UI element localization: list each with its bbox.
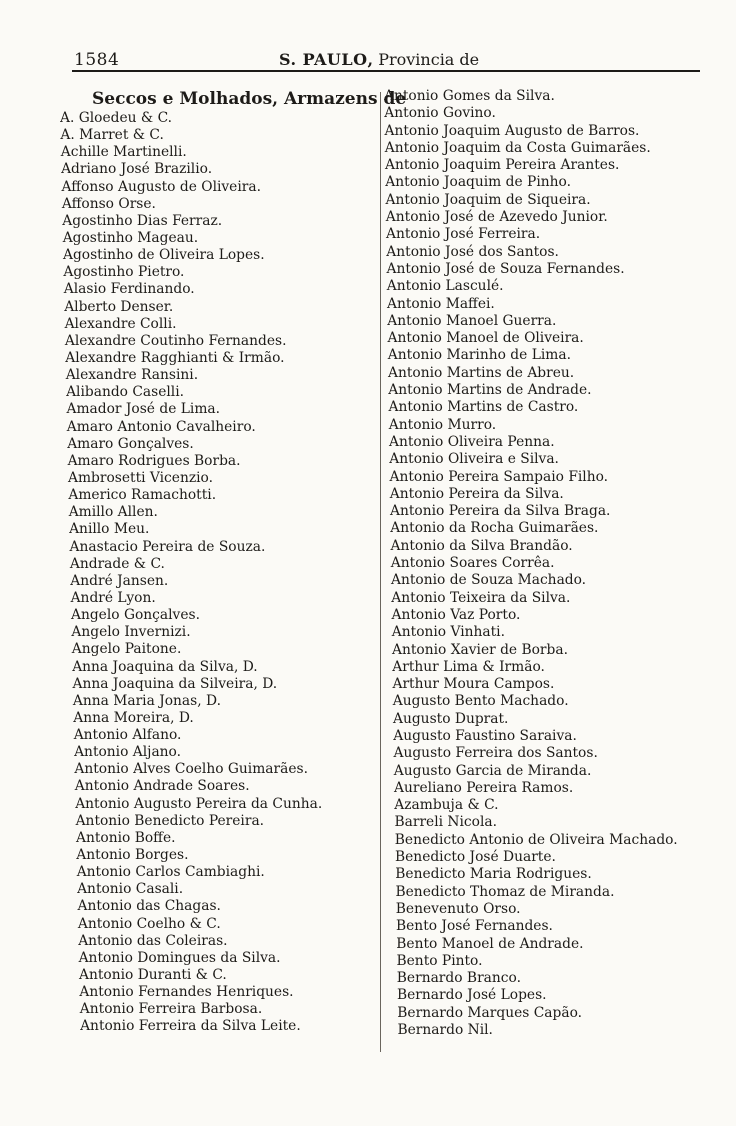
directory-entry: Antonio Martins de Abreu. [388,364,575,381]
directory-entry: Arthur Lima & Irmão. [392,658,545,675]
directory-entry: Augusto Garcia de Miranda. [393,762,592,779]
left-entry-list [60,110,382,1036]
directory-entry: Antonio Murro. [388,416,497,433]
directory-entry: Alexandre Ragghianti & Irmão. [65,349,285,366]
directory-entry: Alexandre Ransini. [65,367,199,384]
directory-entry: Barreli Nicola. [394,814,497,831]
directory-entry: Antonio Aljano. [74,744,181,761]
directory-entry: Anna Maria Jonas, D. [72,692,221,709]
directory-entry: Antonio Domingues da Silva. [78,949,281,966]
directory-entry: André Jansen. [70,572,169,589]
directory-entry: Antonio Joaquim de Siqueira. [385,191,591,208]
directory-entry: Arthur Moura Campos. [392,676,555,693]
directory-entry: Antonio Maffei. [387,295,495,312]
directory-entry: Antonio Andrade Soares. [74,778,250,795]
directory-entry: Antonio Pereira da Silva. [389,485,564,502]
directory-entry: Augusto Duprat. [393,710,509,727]
directory-entry: Bento Pinto. [396,952,483,969]
directory-entry: Antonio Augusto Pereira da Cunha. [75,795,323,812]
directory-entry: Azambuja & C. [394,797,499,814]
directory-entry: Augusto Faustino Saraiva. [393,727,577,744]
directory-entry: Antonio Ferreira da Silva Leite. [80,1018,301,1035]
directory-entry: Angelo Paitone. [71,641,182,658]
directory-entry: Bernardo Branco. [396,970,521,987]
directory-entry: Antonio Benedicto Pereira. [75,812,265,829]
directory-entry: Antonio Manoel de Oliveira. [387,330,584,347]
directory-entry: Antonio José Ferreira. [386,226,541,243]
directory-entry: Antonio Borges. [76,847,189,864]
directory-entry: Angelo Gonçalves. [71,607,200,624]
directory-entry: Antonio de Souza Machado. [391,572,587,589]
directory-entry: Augusto Ferreira dos Santos. [393,745,598,762]
directory-entry: Antonio Vinhati. [391,624,505,641]
directory-entry: Alibando Caselli. [66,384,185,401]
directory-entry: Amaro Antonio Cavalheiro. [66,418,256,435]
directory-entry: Benedicto Antonio de Oliveira Machado. [394,831,678,848]
directory-entry: Antonio Oliveira e Silva. [389,451,559,468]
directory-entry: Bernardo Marques Capão. [397,1004,583,1021]
directory-entry: Augusto Bento Machado. [392,693,569,710]
directory-entry: Alexandre Colli. [64,315,177,332]
directory-entry: Antonio Soares Corrêa. [390,555,555,572]
directory-entry: Antonio Carlos Cambiaghi. [76,864,265,881]
directory-entry: A. Gloedeu & C. [60,110,173,126]
directory-entry: Aureliano Pereira Ramos. [394,779,574,796]
directory-entry: Amador José de Lima. [66,401,221,418]
directory-entry: Agostinho Mageau. [62,229,199,246]
directory-entry: Antonio das Chagas. [77,898,221,915]
directory-entry: Antonio das Coleiras. [78,932,228,949]
directory-entry: Anastacio Pereira de Souza. [69,538,266,555]
directory-entry: Antonio Boffe. [76,829,176,846]
directory-entry: Antonio Joaquim Augusto de Barros. [384,122,640,139]
directory-entry: Anna Joaquina da Silveira, D. [72,675,278,692]
running-head [279,50,479,69]
directory-entry: Antonio Coelho & C. [77,915,221,932]
directory-entry: Amillo Allen. [68,504,158,521]
directory-entry: Antonio Xavier de Borba. [392,641,568,658]
directory-entry: Antonio Alves Coelho Guimarães. [74,761,308,778]
directory-entry: Amaro Gonçalves. [67,435,194,452]
directory-entry: Benedicto Maria Rodrigues. [395,866,592,883]
directory-entry: Antonio Pereira Sampaio Filho. [389,468,609,485]
directory-entry: Bento José Fernandes. [396,918,553,935]
directory-entry: Antonio Oliveira Penna. [389,433,555,450]
directory-entry: Antonio Gomes da Silva. [384,88,555,104]
directory-entry: Antonio Govino. [384,105,496,122]
directory-entry: Antonio Pereira da Silva Braga. [390,503,611,520]
directory-entry: Anna Moreira, D. [73,709,194,726]
directory-entry: Agostinho de Oliveira Lopes. [63,247,265,264]
directory-entry: Affonso Augusto de Oliveira. [61,178,261,195]
directory-entry: Andrade & C. [69,555,165,572]
directory-entry: Angelo Invernizi. [71,624,191,641]
directory-entry: Antonio Ferreira Barbosa. [79,1001,263,1018]
directory-entry: Amaro Rodrigues Borba. [67,452,241,469]
directory-entry: Antonio Martins de Andrade. [388,382,592,399]
directory-entry: André Lyon. [70,589,156,606]
directory-entry: Agostinho Dias Ferraz. [62,212,223,229]
directory-entry: Benevenuto Orso. [395,900,521,917]
directory-entry: Antonio José dos Santos. [386,243,559,260]
directory-entry: Adriano José Brazilio. [61,161,213,178]
directory-entry: Achille Martinelli. [60,144,187,161]
directory-entry: Alberto Denser. [64,298,174,315]
directory-entry: Antonio Lasculé. [386,278,504,295]
directory-entry: Alasio Ferdinando. [63,281,195,298]
directory-entry: Alexandre Coutinho Fernandes. [64,332,287,349]
directory-entry: Antonio Joaquim de Pinho. [385,174,571,191]
directory-entry: Antonio Vaz Porto. [391,606,521,623]
directory-entry: Antonio Teixeira da Silva. [391,589,571,606]
directory-entry: A. Marret & C. [60,127,164,144]
directory-entry: Bernardo José Lopes. [397,987,547,1004]
header-rule [72,70,700,72]
section-heading: Seccos e Molhados, Armazens de [92,89,407,109]
directory-entry: Anna Joaquina da Silva, D. [72,658,258,675]
directory-entry: Antonio José de Souza Fernandes. [386,260,625,277]
directory-entry: Antonio da Silva Brandão. [390,537,573,554]
directory-entry: Benedicto José Duarte. [395,849,556,866]
directory-entry: Antonio Fernandes Henriques. [79,984,294,1001]
directory-entry: Ambrosetti Vicenzio. [68,469,213,486]
right-entry-list [384,88,719,1039]
directory-entry: Affonso Orse. [61,195,156,212]
directory-entry: Antonio José de Azevedo Junior. [385,209,608,226]
directory-entry: Antonio Marinho de Lima. [387,347,571,364]
running-head-province: Provincia de [378,50,480,69]
directory-entry: Agostinho Pietro. [63,264,185,281]
directory-entry: Antonio Duranti & C. [79,967,227,984]
directory-entry: Benedicto Thomaz de Miranda. [395,883,615,900]
running-head-separator: , [367,50,374,69]
directory-entry: Americo Ramachotti. [68,487,217,504]
directory-entry: Antonio Joaquim da Costa Guimarães. [384,139,651,156]
directory-entry: Anillo Meu. [69,521,150,538]
directory-entry: Antonio Casali. [77,881,184,898]
directory-entry: Antonio da Rocha Guimarães. [390,520,599,537]
directory-entry: Antonio Joaquim Pereira Arantes. [385,157,620,174]
right-column [384,88,719,1039]
page-number: 1584 [74,50,120,70]
directory-entry: Bernardo Nil. [397,1022,493,1039]
directory-entry: Antonio Manoel Guerra. [387,312,557,329]
running-head-city: S. PAULO [279,50,368,69]
directory-entry: Bento Manoel de Andrade. [396,935,584,952]
directory-entry: Antonio Alfano. [73,727,182,744]
directory-entry: Antonio Martins de Castro. [388,399,579,416]
left-column [60,88,407,1036]
